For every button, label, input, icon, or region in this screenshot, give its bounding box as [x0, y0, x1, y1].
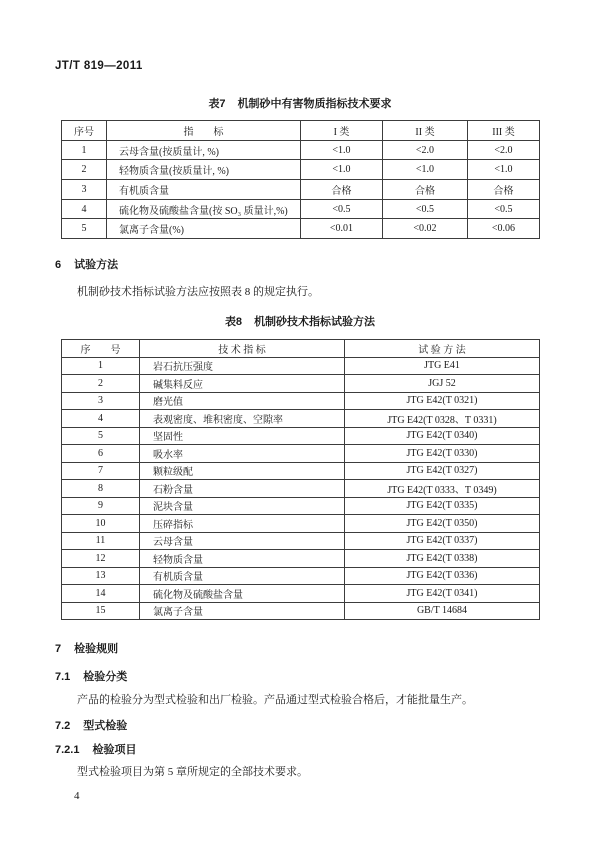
- table-row: [62, 219, 540, 239]
- section-6-paragraph: 机制砂技术指标试验方法应按照表 8 的规定执行。: [77, 286, 319, 298]
- table-cell: 10: [62, 515, 140, 533]
- table-row: [62, 550, 540, 568]
- table-cell: 碱集料反应: [140, 375, 345, 393]
- table-row: [62, 602, 540, 620]
- table-cell: 合格: [468, 180, 540, 200]
- doc-number: JT/T 819—2011: [55, 60, 143, 72]
- table-cell: 泥块含量: [140, 497, 345, 515]
- table-cell: 15: [62, 602, 140, 620]
- table-row: [62, 199, 540, 219]
- table-cell: JTG E41: [345, 357, 540, 375]
- table-row: [62, 585, 540, 603]
- table-cell: 2: [62, 375, 140, 393]
- table-row: [62, 180, 540, 200]
- section-7-title: 检验规则: [74, 643, 119, 655]
- table-cell: 坚固性: [140, 427, 345, 445]
- table8-header: [62, 340, 540, 358]
- table-cell: <0.01: [301, 219, 383, 239]
- table-cell: JTG E42(T 0330): [345, 445, 540, 463]
- table-cell: 有机质含量: [140, 567, 345, 585]
- column-header: 序 号: [62, 340, 140, 358]
- table-cell: 云母含量: [140, 532, 345, 550]
- table8-test-methods: [61, 339, 540, 620]
- table7-title-text: 机制砂中有害物质指标技术要求: [237, 98, 392, 110]
- section-7-2-1-heading: [55, 741, 136, 757]
- table-cell: 硫化物及硫酸盐含量: [140, 585, 345, 603]
- table-cell: 6: [62, 445, 140, 463]
- table-cell: JGJ 52: [345, 375, 540, 393]
- table-cell: 吸水率: [140, 445, 345, 463]
- table-cell: 3: [62, 180, 107, 200]
- table-cell: 轻物质含量: [140, 550, 345, 568]
- table7-header-row: [62, 121, 540, 141]
- table-cell: <1.0: [468, 160, 540, 180]
- table-cell: <2.0: [383, 140, 468, 160]
- table-row: [62, 480, 540, 498]
- table-row: [62, 497, 540, 515]
- table7-header: [62, 121, 540, 141]
- section-7-heading: [55, 640, 118, 656]
- table-row: [62, 445, 540, 463]
- table-cell: JTG E42(T 0335): [345, 497, 540, 515]
- table-cell: 轻物质含量(按质量计, %): [107, 160, 301, 180]
- table-cell: 13: [62, 567, 140, 585]
- table-cell: JTG E42(T 0350): [345, 515, 540, 533]
- page-number: 4: [74, 790, 80, 802]
- table-cell: JTG E42(T 0327): [345, 462, 540, 480]
- section-7-2-1-number: 7.2.1: [55, 744, 80, 756]
- section-7-1-title: 检验分类: [83, 671, 128, 683]
- table-cell: 颗粒级配: [140, 462, 345, 480]
- table8-title: [55, 313, 545, 329]
- table-row: [62, 410, 540, 428]
- table8-title-prefix: 表8: [224, 316, 243, 328]
- table-cell: 磨光值: [140, 392, 345, 410]
- section-7-2-1-title: 检验项目: [92, 744, 137, 756]
- table-row: [62, 160, 540, 180]
- table-cell: 1: [62, 357, 140, 375]
- table-cell: <0.06: [468, 219, 540, 239]
- table-cell: 3: [62, 392, 140, 410]
- table-cell: 12: [62, 550, 140, 568]
- table-cell: 表观密度、堆积密度、空隙率: [140, 410, 345, 428]
- table-cell: 14: [62, 585, 140, 603]
- table8-body: [62, 357, 540, 620]
- section-7-2-1-paragraph: 型式检验项目为第 5 章所规定的全部技术要求。: [77, 766, 308, 778]
- table7-harmful-substances: [61, 120, 540, 239]
- table-cell: JTG E42(T 0333、T 0349): [345, 480, 540, 498]
- table-cell: <2.0: [468, 140, 540, 160]
- table-cell: 1: [62, 140, 107, 160]
- table-row: [62, 140, 540, 160]
- table-cell: 8: [62, 480, 140, 498]
- table-cell: JTG E42(T 0340): [345, 427, 540, 445]
- table-cell: 9: [62, 497, 140, 515]
- table-cell: 云母含量(按质量计, %): [107, 140, 301, 160]
- table-cell: 压碎指标: [140, 515, 345, 533]
- column-header: 技 术 指 标: [140, 340, 345, 358]
- column-header: II 类: [383, 121, 468, 141]
- section-7-1-heading: [55, 668, 127, 684]
- column-header: I 类: [301, 121, 383, 141]
- table-row: [62, 375, 540, 393]
- table-cell: 7: [62, 462, 140, 480]
- table-row: [62, 392, 540, 410]
- table-row: [62, 427, 540, 445]
- table8-title-text: 机制砂技术指标试验方法: [254, 316, 376, 328]
- table8-header-row: [62, 340, 540, 358]
- table-cell: <1.0: [383, 160, 468, 180]
- table-row: [62, 515, 540, 533]
- section-7-2-number: 7.2: [55, 720, 71, 732]
- section-7-1-number: 7.1: [55, 671, 71, 683]
- section-6-heading: [55, 256, 118, 272]
- table-cell: JTG E42(T 0337): [345, 532, 540, 550]
- table-cell: GB/T 14684: [345, 602, 540, 620]
- section-7-number: 7: [55, 643, 62, 655]
- column-header: III 类: [468, 121, 540, 141]
- section-7-1-paragraph: 产品的检验分为型式检验和出厂检验。产品通过型式检验合格后，才能批量生产。: [77, 694, 473, 706]
- table7-body: [62, 140, 540, 238]
- section-7-2-heading: [55, 717, 127, 733]
- section-6-number: 6: [55, 259, 62, 271]
- table-cell: <0.02: [383, 219, 468, 239]
- table-cell: 岩石抗压强度: [140, 357, 345, 375]
- table-cell: JTG E42(T 0336): [345, 567, 540, 585]
- table-cell: 5: [62, 219, 107, 239]
- table-cell: 合格: [383, 180, 468, 200]
- table-row: [62, 462, 540, 480]
- table-cell: 4: [62, 410, 140, 428]
- table-cell: 石粉含量: [140, 480, 345, 498]
- table-cell: 5: [62, 427, 140, 445]
- table-cell: JTG E42(T 0338): [345, 550, 540, 568]
- table-cell: <1.0: [301, 140, 383, 160]
- table-cell: <1.0: [301, 160, 383, 180]
- section-7-2-title: 型式检验: [83, 720, 128, 732]
- table-cell: JTG E42(T 0341): [345, 585, 540, 603]
- table-cell: 2: [62, 160, 107, 180]
- table-cell: 4: [62, 199, 107, 219]
- table-cell: 硫化物及硫酸盐含量(按 SO₃ 质量计,%): [107, 199, 301, 219]
- table-row: [62, 532, 540, 550]
- table-cell: 有机质含量: [107, 180, 301, 200]
- section-6-title: 试验方法: [74, 259, 119, 271]
- column-header: 指 标: [107, 121, 301, 141]
- table-cell: JTG E42(T 0321): [345, 392, 540, 410]
- table-cell: <0.5: [468, 199, 540, 219]
- table7-title: [55, 95, 545, 111]
- table-cell: <0.5: [301, 199, 383, 219]
- table-cell: 氯离子含量: [140, 602, 345, 620]
- table7-title-prefix: 表7: [208, 98, 226, 110]
- table-cell: 合格: [301, 180, 383, 200]
- column-header: 试 验 方 法: [345, 340, 540, 358]
- table-row: [62, 567, 540, 585]
- table-cell: JTG E42(T 0328、T 0331): [345, 410, 540, 428]
- table-cell: 氯离子含量(%): [107, 219, 301, 239]
- table-cell: <0.5: [383, 199, 468, 219]
- table-row: [62, 357, 540, 375]
- table-cell: 11: [62, 532, 140, 550]
- column-header: 序号: [62, 121, 107, 141]
